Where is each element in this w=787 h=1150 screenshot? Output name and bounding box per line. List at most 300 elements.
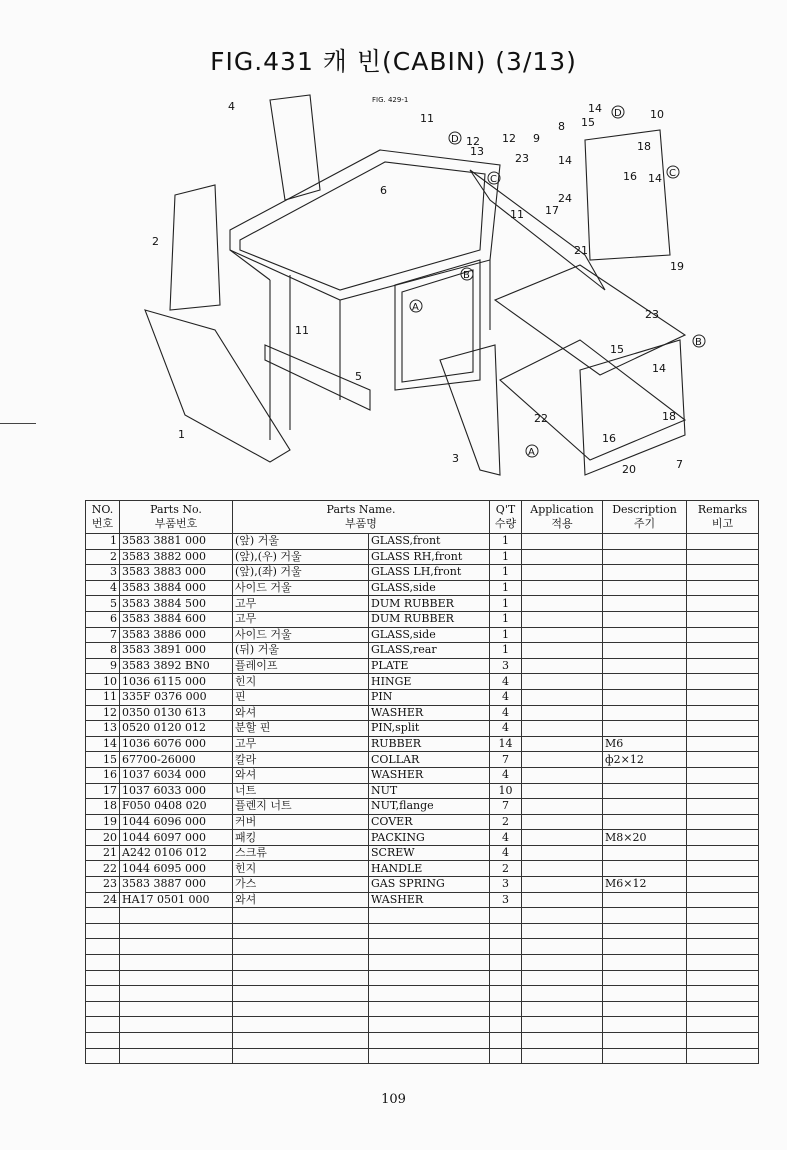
margin-mark bbox=[0, 423, 36, 424]
empty-cell bbox=[369, 986, 490, 1002]
empty-cell bbox=[86, 1017, 120, 1033]
table-row bbox=[86, 643, 759, 659]
empty-cell bbox=[233, 1033, 369, 1049]
row-part-no: 1044 6095 000 bbox=[120, 861, 233, 877]
svg-text:23: 23 bbox=[645, 308, 659, 321]
empty-cell bbox=[522, 923, 603, 939]
svg-text:14: 14 bbox=[652, 362, 666, 375]
row-qty: 1 bbox=[490, 580, 522, 596]
table-row bbox=[86, 689, 759, 705]
empty-cell bbox=[120, 986, 233, 1002]
row-description bbox=[603, 721, 687, 737]
table-row bbox=[86, 658, 759, 674]
row-qty: 7 bbox=[490, 752, 522, 768]
row-description: M6 bbox=[603, 736, 687, 752]
row-description bbox=[603, 799, 687, 815]
empty-cell bbox=[233, 1048, 369, 1064]
table-row bbox=[86, 877, 759, 893]
row-qty: 2 bbox=[490, 814, 522, 830]
row-description bbox=[603, 689, 687, 705]
table-row bbox=[86, 861, 759, 877]
empty-cell bbox=[86, 1033, 120, 1049]
row-part-no: 3583 3884 000 bbox=[120, 580, 233, 596]
empty-cell bbox=[522, 1001, 603, 1017]
empty-cell bbox=[603, 908, 687, 924]
row-name-kr: 분할 핀 bbox=[233, 721, 369, 737]
row-qty: 1 bbox=[490, 611, 522, 627]
row-name-kr: 힌지 bbox=[233, 861, 369, 877]
row-remarks bbox=[687, 892, 759, 908]
row-application bbox=[522, 627, 603, 643]
row-part-no: 1044 6097 000 bbox=[120, 830, 233, 846]
row-name-kr: 사이드 거울 bbox=[233, 580, 369, 596]
row-name-en: DUM RUBBER bbox=[369, 611, 490, 627]
row-name-en: GLASS,side bbox=[369, 580, 490, 596]
row-part-no: 0350 0130 613 bbox=[120, 705, 233, 721]
row-name-en: HANDLE bbox=[369, 861, 490, 877]
row-no: 17 bbox=[86, 783, 120, 799]
row-part-no: A242 0106 012 bbox=[120, 845, 233, 861]
row-application bbox=[522, 752, 603, 768]
row-application bbox=[522, 674, 603, 690]
row-description bbox=[603, 674, 687, 690]
table-row bbox=[86, 752, 759, 768]
empty-cell bbox=[687, 1017, 759, 1033]
row-description bbox=[603, 767, 687, 783]
empty-cell bbox=[603, 923, 687, 939]
table-empty-row bbox=[86, 986, 759, 1002]
row-description: ф2×12 bbox=[603, 752, 687, 768]
table-empty-row bbox=[86, 1048, 759, 1064]
row-no: 18 bbox=[86, 799, 120, 815]
table-row bbox=[86, 611, 759, 627]
row-remarks bbox=[687, 861, 759, 877]
empty-cell bbox=[687, 955, 759, 971]
row-remarks bbox=[687, 565, 759, 581]
row-no: 12 bbox=[86, 705, 120, 721]
svg-text:11: 11 bbox=[295, 324, 309, 337]
svg-text:14: 14 bbox=[588, 102, 602, 115]
table-header-row bbox=[86, 501, 759, 534]
row-remarks bbox=[687, 799, 759, 815]
empty-cell bbox=[369, 939, 490, 955]
empty-cell bbox=[522, 1033, 603, 1049]
svg-text:4: 4 bbox=[228, 100, 235, 113]
row-remarks bbox=[687, 534, 759, 550]
table-empty-row bbox=[86, 908, 759, 924]
table-row bbox=[86, 830, 759, 846]
empty-cell bbox=[86, 955, 120, 971]
header-parts-no: Parts No. 부품번호 bbox=[120, 501, 233, 534]
row-name-en: NUT bbox=[369, 783, 490, 799]
row-description: M6×12 bbox=[603, 877, 687, 893]
row-name-en: RUBBER bbox=[369, 736, 490, 752]
row-no: 7 bbox=[86, 627, 120, 643]
row-no: 9 bbox=[86, 658, 120, 674]
glass-panel-lh bbox=[145, 310, 290, 462]
side-glass-panel bbox=[440, 345, 500, 475]
empty-cell bbox=[369, 1001, 490, 1017]
row-name-kr: (앞) 거울 bbox=[233, 534, 369, 550]
empty-cell bbox=[687, 986, 759, 1002]
empty-cell bbox=[120, 970, 233, 986]
row-qty: 2 bbox=[490, 861, 522, 877]
row-no: 8 bbox=[86, 643, 120, 659]
empty-cell bbox=[369, 923, 490, 939]
svg-text:18: 18 bbox=[662, 410, 676, 423]
empty-cell bbox=[369, 970, 490, 986]
table-row bbox=[86, 767, 759, 783]
row-remarks bbox=[687, 752, 759, 768]
table-row bbox=[86, 549, 759, 565]
row-name-kr: 와셔 bbox=[233, 892, 369, 908]
row-no: 10 bbox=[86, 674, 120, 690]
empty-cell bbox=[603, 970, 687, 986]
row-description bbox=[603, 627, 687, 643]
row-application bbox=[522, 830, 603, 846]
table-row bbox=[86, 814, 759, 830]
empty-cell bbox=[522, 908, 603, 924]
svg-text:23: 23 bbox=[515, 152, 529, 165]
row-remarks bbox=[687, 643, 759, 659]
row-name-en: SCREW bbox=[369, 845, 490, 861]
row-no: 5 bbox=[86, 596, 120, 612]
row-name-en: PACKING bbox=[369, 830, 490, 846]
row-name-en: GLASS,side bbox=[369, 627, 490, 643]
row-name-en: GLASS,rear bbox=[369, 643, 490, 659]
row-no: 16 bbox=[86, 767, 120, 783]
row-qty: 4 bbox=[490, 767, 522, 783]
empty-cell bbox=[603, 939, 687, 955]
row-remarks bbox=[687, 830, 759, 846]
row-application bbox=[522, 658, 603, 674]
row-name-kr: 고무 bbox=[233, 736, 369, 752]
row-no: 19 bbox=[86, 814, 120, 830]
row-no: 1 bbox=[86, 534, 120, 550]
empty-cell bbox=[603, 986, 687, 1002]
empty-cell bbox=[522, 970, 603, 986]
row-no: 21 bbox=[86, 845, 120, 861]
svg-text:18: 18 bbox=[637, 140, 651, 153]
empty-cell bbox=[687, 923, 759, 939]
empty-cell bbox=[490, 970, 522, 986]
empty-cell bbox=[687, 908, 759, 924]
row-name-kr: 와셔 bbox=[233, 767, 369, 783]
empty-cell bbox=[522, 1048, 603, 1064]
svg-text:17: 17 bbox=[545, 204, 559, 217]
empty-cell bbox=[603, 1017, 687, 1033]
page-title: FIG.431 캐 빈(CABIN) (3/13) bbox=[210, 47, 577, 76]
svg-text:D: D bbox=[451, 134, 459, 145]
row-application bbox=[522, 534, 603, 550]
row-name-kr: (뒤) 거울 bbox=[233, 643, 369, 659]
empty-cell bbox=[369, 955, 490, 971]
row-part-no: 3583 3892 BN0 bbox=[120, 658, 233, 674]
row-name-en: PLATE bbox=[369, 658, 490, 674]
row-name-en: PIN,split bbox=[369, 721, 490, 737]
svg-text:21: 21 bbox=[574, 244, 588, 257]
table-empty-row bbox=[86, 923, 759, 939]
row-qty: 4 bbox=[490, 674, 522, 690]
empty-cell bbox=[233, 955, 369, 971]
row-qty: 3 bbox=[490, 658, 522, 674]
empty-cell bbox=[120, 908, 233, 924]
table-empty-row bbox=[86, 939, 759, 955]
row-description bbox=[603, 892, 687, 908]
row-qty: 4 bbox=[490, 845, 522, 861]
row-application bbox=[522, 892, 603, 908]
table-row bbox=[86, 580, 759, 596]
rear-glass-panel bbox=[585, 130, 670, 260]
empty-cell bbox=[490, 923, 522, 939]
row-part-no: 1036 6076 000 bbox=[120, 736, 233, 752]
header-description: Description 주기 bbox=[603, 501, 687, 534]
empty-cell bbox=[369, 1017, 490, 1033]
table-row bbox=[86, 705, 759, 721]
svg-text:B: B bbox=[695, 337, 702, 348]
row-name-en: PIN bbox=[369, 689, 490, 705]
row-description bbox=[603, 549, 687, 565]
svg-text:15: 15 bbox=[610, 343, 624, 356]
row-application bbox=[522, 877, 603, 893]
empty-cell bbox=[522, 1017, 603, 1033]
row-name-en: WASHER bbox=[369, 705, 490, 721]
header-remarks: Remarks 비고 bbox=[687, 501, 759, 534]
empty-cell bbox=[603, 1033, 687, 1049]
svg-text:5: 5 bbox=[355, 370, 362, 383]
row-name-en: GAS SPRING bbox=[369, 877, 490, 893]
row-description bbox=[603, 814, 687, 830]
row-part-no: F050 0408 020 bbox=[120, 799, 233, 815]
row-description bbox=[603, 845, 687, 861]
table-row bbox=[86, 845, 759, 861]
row-application bbox=[522, 689, 603, 705]
row-qty: 4 bbox=[490, 705, 522, 721]
empty-cell bbox=[86, 986, 120, 1002]
row-no: 4 bbox=[86, 580, 120, 596]
row-qty: 4 bbox=[490, 830, 522, 846]
row-part-no: 3583 3884 500 bbox=[120, 596, 233, 612]
svg-text:19: 19 bbox=[670, 260, 684, 273]
row-name-kr: (앞),(우) 거울 bbox=[233, 549, 369, 565]
empty-cell bbox=[233, 986, 369, 1002]
row-remarks bbox=[687, 721, 759, 737]
empty-cell bbox=[120, 939, 233, 955]
svg-text:C: C bbox=[490, 174, 497, 185]
table-empty-row bbox=[86, 955, 759, 971]
row-name-kr: 고무 bbox=[233, 611, 369, 627]
row-name-kr: 힌지 bbox=[233, 674, 369, 690]
row-name-en: WASHER bbox=[369, 892, 490, 908]
row-name-kr: 칼라 bbox=[233, 752, 369, 768]
row-remarks bbox=[687, 658, 759, 674]
row-remarks bbox=[687, 705, 759, 721]
row-no: 23 bbox=[86, 877, 120, 893]
table-row bbox=[86, 783, 759, 799]
row-name-kr: 스크류 bbox=[233, 845, 369, 861]
empty-cell bbox=[687, 1033, 759, 1049]
empty-cell bbox=[86, 970, 120, 986]
table-row bbox=[86, 799, 759, 815]
table-row bbox=[86, 721, 759, 737]
row-name-kr: 패킹 bbox=[233, 830, 369, 846]
svg-text:11: 11 bbox=[510, 208, 524, 221]
empty-cell bbox=[522, 955, 603, 971]
row-name-en: HINGE bbox=[369, 674, 490, 690]
row-application bbox=[522, 736, 603, 752]
empty-cell bbox=[233, 970, 369, 986]
empty-cell bbox=[687, 939, 759, 955]
row-name-en: COLLAR bbox=[369, 752, 490, 768]
row-application bbox=[522, 611, 603, 627]
svg-text:2: 2 bbox=[152, 235, 159, 248]
row-qty: 7 bbox=[490, 799, 522, 815]
empty-cell bbox=[490, 908, 522, 924]
svg-text:11: 11 bbox=[420, 112, 434, 125]
header-application: Application 적용 bbox=[522, 501, 603, 534]
row-remarks bbox=[687, 783, 759, 799]
empty-cell bbox=[522, 986, 603, 1002]
table-empty-row bbox=[86, 970, 759, 986]
row-name-kr: 플레이프 bbox=[233, 658, 369, 674]
row-description bbox=[603, 783, 687, 799]
svg-text:FIG. 429-1: FIG. 429-1 bbox=[372, 96, 409, 104]
row-name-en: DUM RUBBER bbox=[369, 596, 490, 612]
empty-cell bbox=[233, 923, 369, 939]
empty-cell bbox=[687, 970, 759, 986]
row-part-no: 1037 6034 000 bbox=[120, 767, 233, 783]
glass-panel-rh bbox=[170, 185, 220, 310]
row-qty: 1 bbox=[490, 596, 522, 612]
row-part-no: 1036 6115 000 bbox=[120, 674, 233, 690]
empty-cell bbox=[603, 955, 687, 971]
row-qty: 4 bbox=[490, 689, 522, 705]
row-description bbox=[603, 658, 687, 674]
svg-text:24: 24 bbox=[558, 192, 572, 205]
svg-text:6: 6 bbox=[380, 184, 387, 197]
empty-cell bbox=[120, 1033, 233, 1049]
svg-text:9: 9 bbox=[533, 132, 540, 145]
table-empty-row bbox=[86, 1017, 759, 1033]
row-part-no: 3583 3884 600 bbox=[120, 611, 233, 627]
row-part-no: 3583 3886 000 bbox=[120, 627, 233, 643]
row-application bbox=[522, 814, 603, 830]
empty-cell bbox=[687, 1048, 759, 1064]
empty-cell bbox=[603, 1048, 687, 1064]
row-application bbox=[522, 845, 603, 861]
empty-cell bbox=[603, 1001, 687, 1017]
svg-text:20: 20 bbox=[622, 463, 636, 476]
svg-text:1: 1 bbox=[178, 428, 185, 441]
empty-cell bbox=[490, 1001, 522, 1017]
row-qty: 14 bbox=[490, 736, 522, 752]
svg-text:16: 16 bbox=[602, 432, 616, 445]
header-no: NO. 번호 bbox=[86, 501, 120, 534]
empty-cell bbox=[369, 1048, 490, 1064]
empty-cell bbox=[120, 955, 233, 971]
row-no: 22 bbox=[86, 861, 120, 877]
empty-cell bbox=[369, 908, 490, 924]
table-empty-row bbox=[86, 1001, 759, 1017]
svg-text:22: 22 bbox=[534, 412, 548, 425]
row-application bbox=[522, 705, 603, 721]
row-remarks bbox=[687, 674, 759, 690]
row-part-no: 3583 3881 000 bbox=[120, 534, 233, 550]
row-no: 2 bbox=[86, 549, 120, 565]
empty-cell bbox=[86, 923, 120, 939]
empty-cell bbox=[490, 955, 522, 971]
row-part-no: 1044 6096 000 bbox=[120, 814, 233, 830]
row-qty: 10 bbox=[490, 783, 522, 799]
empty-cell bbox=[490, 1033, 522, 1049]
empty-cell bbox=[522, 939, 603, 955]
table-row bbox=[86, 596, 759, 612]
row-application bbox=[522, 580, 603, 596]
row-application bbox=[522, 549, 603, 565]
row-part-no: HA17 0501 000 bbox=[120, 892, 233, 908]
row-application bbox=[522, 721, 603, 737]
row-part-no: 3583 3887 000 bbox=[120, 877, 233, 893]
svg-text:12: 12 bbox=[502, 132, 516, 145]
front-glass-panel bbox=[270, 95, 320, 200]
row-part-no: 1037 6033 000 bbox=[120, 783, 233, 799]
svg-text:8: 8 bbox=[558, 120, 565, 133]
row-name-kr: (앞),(좌) 거울 bbox=[233, 565, 369, 581]
row-no: 11 bbox=[86, 689, 120, 705]
svg-text:16: 16 bbox=[623, 170, 637, 183]
row-remarks bbox=[687, 767, 759, 783]
svg-text:A: A bbox=[528, 447, 535, 458]
empty-cell bbox=[233, 1017, 369, 1033]
header-parts-name: Parts Name. 부품명 bbox=[233, 501, 490, 534]
table-row bbox=[86, 534, 759, 550]
row-no: 20 bbox=[86, 830, 120, 846]
row-remarks bbox=[687, 689, 759, 705]
header-qty: Q'T 수량 bbox=[490, 501, 522, 534]
svg-text:13: 13 bbox=[470, 145, 484, 158]
page-number: 109 bbox=[381, 1092, 406, 1107]
row-name-en: WASHER bbox=[369, 767, 490, 783]
row-name-kr: 와셔 bbox=[233, 705, 369, 721]
row-no: 13 bbox=[86, 721, 120, 737]
table-row bbox=[86, 892, 759, 908]
row-application bbox=[522, 565, 603, 581]
row-part-no: 0520 0120 012 bbox=[120, 721, 233, 737]
table-empty-row bbox=[86, 1033, 759, 1049]
row-no: 15 bbox=[86, 752, 120, 768]
empty-cell bbox=[120, 1001, 233, 1017]
row-description bbox=[603, 580, 687, 596]
row-description bbox=[603, 611, 687, 627]
empty-cell bbox=[86, 908, 120, 924]
row-name-en: COVER bbox=[369, 814, 490, 830]
empty-cell bbox=[86, 939, 120, 955]
empty-cell bbox=[490, 1048, 522, 1064]
row-qty: 1 bbox=[490, 627, 522, 643]
empty-cell bbox=[369, 1033, 490, 1049]
row-part-no: 3583 3883 000 bbox=[120, 565, 233, 581]
row-qty: 1 bbox=[490, 534, 522, 550]
row-remarks bbox=[687, 596, 759, 612]
row-name-kr: 가스 bbox=[233, 877, 369, 893]
row-no: 3 bbox=[86, 565, 120, 581]
row-description bbox=[603, 643, 687, 659]
row-remarks bbox=[687, 611, 759, 627]
table-row bbox=[86, 627, 759, 643]
svg-text:C: C bbox=[669, 168, 676, 179]
empty-cell bbox=[120, 1017, 233, 1033]
empty-cell bbox=[120, 1048, 233, 1064]
